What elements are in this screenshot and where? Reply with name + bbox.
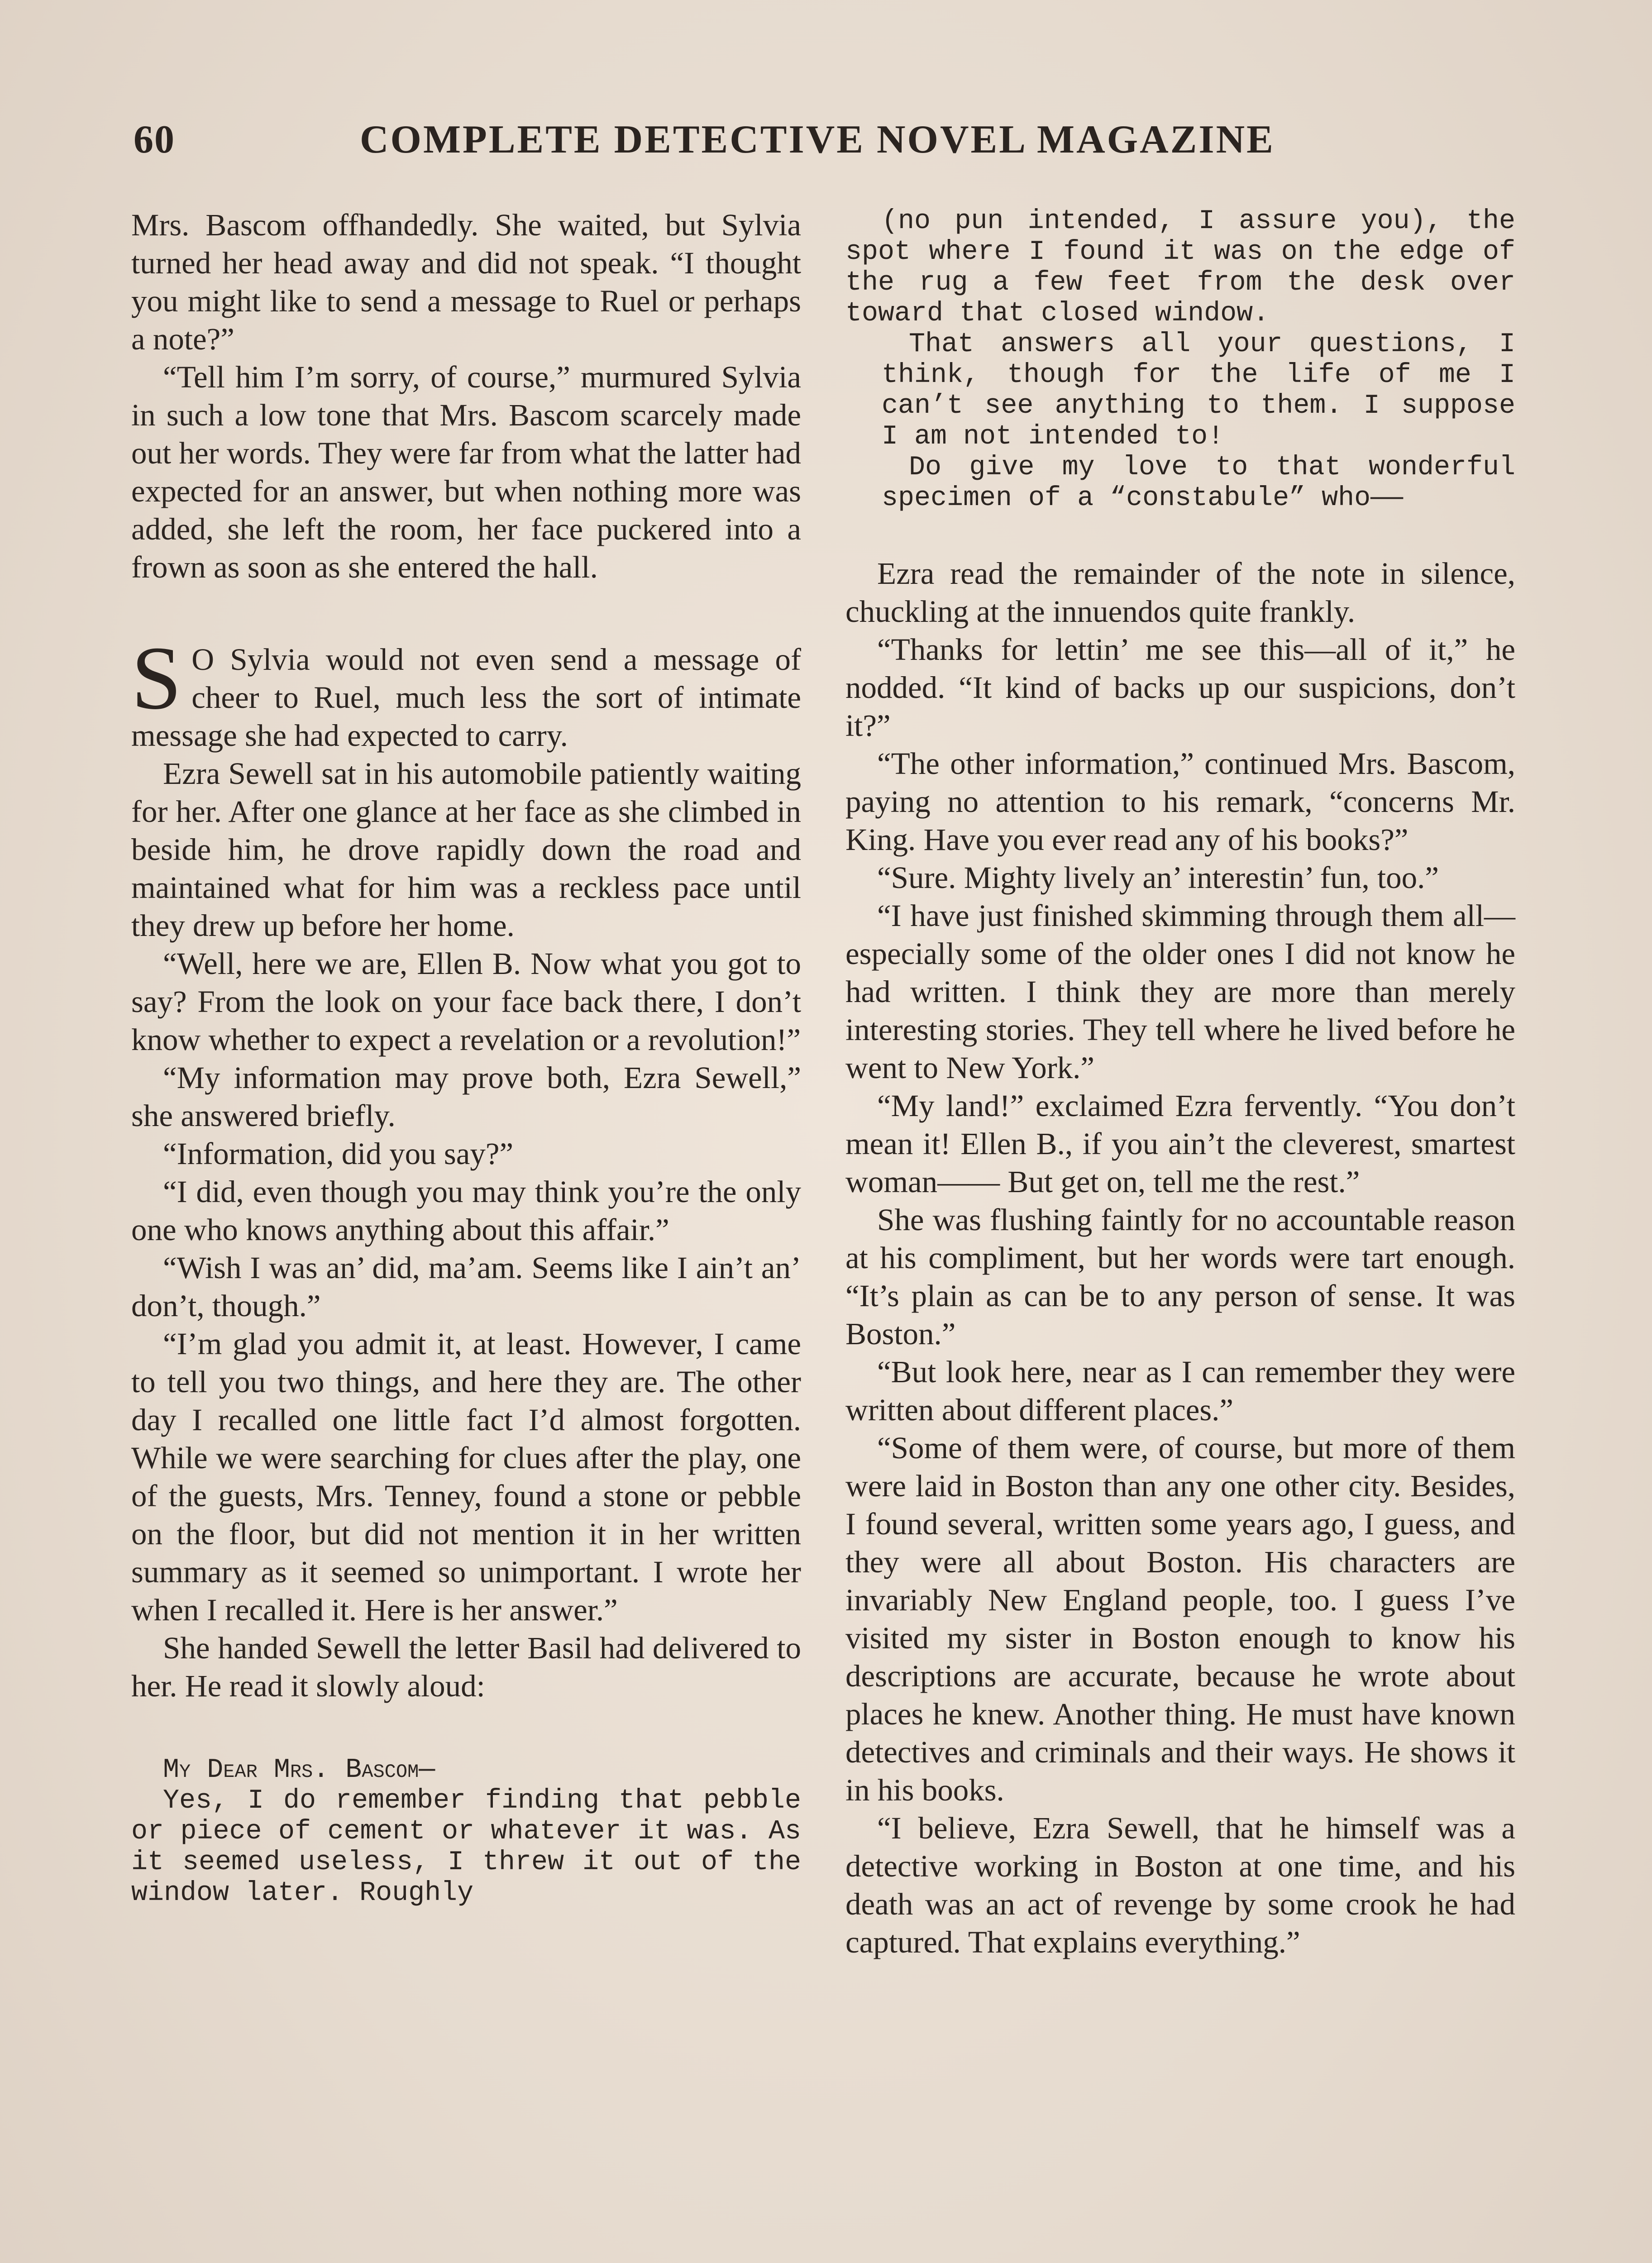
paragraph: She was flushing faintly for no accountable reason at his compliment, but her words were tart enough. “It’s plain as can be to any person of sense. It was Boston.” (845, 1203, 1515, 1351)
paragraph: Ezra Sewell sat in his automobile patiently waiting for her. After one glance at her face as she climbed in beside him, he drove rapidly down the road and maintained what for him was a reckless pace until they drew up before her home. (131, 756, 801, 943)
paragraph: “I have just finished skimming through them all—especially some of the older ones I did not know he had written. I think they are more than merely interesting stories. They tell where he lived before he went to New York.” (845, 898, 1515, 1085)
quoted-letter-continued (845, 206, 1515, 514)
left-column (131, 206, 801, 1909)
paragraph: “The other information,” continued Mrs. Bascom, paying no attention to his remark, “concerns Mr. King. Have you ever read any of his books?” (845, 746, 1515, 857)
paragraph: “Well, here we are, Ellen B. Now what you got to say? From the look on your face back there, I don’t know whether to expect a revelation or a revolution!” (131, 946, 801, 1057)
paragraph-text: O Sylvia would not even send a message of cheer to Ruel, much less the sort of intimate message she had expected to carry. (131, 642, 801, 753)
letter-paragraph: Yes, I do remember finding that pebble or piece of cement or whatever it was. As it seemed useless, I threw it out of the window later. Roughly (131, 1786, 801, 1909)
paragraph: “But look here, near as I can remember they were written about different places.” (845, 1355, 1515, 1427)
paragraph: “I’m glad you admit it, at least. However, I came to tell you two things, and here they are. The other day I recalled one little fact I’d almost forgotten. While we were searching for clues after the play, one of the guests, Mrs. Tenney, found a stone or pebble on the floor, but did not mention it in her written summary as it seemed so unimportant. I wrote her when I recalled it. Here is her answer.” (131, 1327, 801, 1627)
running-title: COMPLETE DETECTIVE NOVEL MAGAZINE (360, 118, 1275, 162)
page-header (134, 117, 1523, 180)
paragraph: “Tell him I’m sorry, of course,” murmured Sylvia in such a low tone that Mrs. Bascom scarcely made out her words. They were far from what the latter had expected for an answer, but when nothing more was added, she left the room, her face puckered into a frown as soon as she entered the hall. (131, 360, 801, 584)
paragraph: “Thanks for lettin’ me see this—all of it,” he nodded. “It kind of backs up our suspicions, don’t it?” (845, 632, 1515, 743)
letter-paragraph: Do give my love to that wonderful specimen of a “constabule” who—— (882, 452, 1515, 514)
paragraph: “Sure. Mighty lively an’ interestin’ fun, too.” (877, 860, 1439, 895)
page-number: 60 (134, 118, 175, 162)
right-column (845, 206, 1515, 1961)
paragraph: Ezra read the remainder of the note in silence, chuckling at the innuendos quite frankly. (845, 556, 1515, 629)
paragraph: “Some of them were, of course, but more of them were laid in Boston than any one other city. Besides, I found several, written some years ago, I guess, and they were all about Boston. His characters are invariably New England people, too. I guess I’ve visited my sister in Boston enough to know his descriptions are accurate, because he wrote about places he knew. Another thing. He must have known detectives and criminals and their ways. He shows it in his books. (845, 1431, 1515, 1807)
section-opening-paragraph (131, 628, 801, 754)
paragraph: “I did, even though you may think you’re the only one who knows anything about this affair.” (131, 1174, 801, 1247)
letter-greeting: My Dear Mrs. Bascom— (163, 1755, 435, 1786)
drop-cap: S (131, 628, 182, 728)
paragraph: “Information, did you say?” (163, 1136, 514, 1171)
paragraph: Mrs. Bascom offhandedly. She waited, but Sylvia turned her head away and did not speak. “I thought you might like to send a message to Ruel or perhaps a note?” (131, 208, 801, 356)
paragraph: “Wish I was an’ did, ma’am. Seems like I ain’t an’ don’t, though.” (131, 1251, 801, 1323)
quoted-letter (131, 1755, 801, 1909)
paragraph: “My land!” exclaimed Ezra fervently. “You don’t mean it! Ellen B., if you ain’t the cleverest, smartest woman—— But get on, tell me the rest.” (845, 1089, 1515, 1199)
paragraph: “My information may prove both, Ezra Sewell,” she answered briefly. (131, 1060, 801, 1133)
paragraph: “I believe, Ezra Sewell, that he himself was a detective working in Boston at one time, and his death was an act of revenge by some crook he had captured. That explains everything.” (845, 1811, 1515, 1959)
paragraph: She handed Sewell the letter Basil had delivered to her. He read it slowly aloud: (131, 1631, 801, 1703)
letter-paragraph: That answers all your questions, I think, though for the life of me I can’t see anything to them. I suppose I am not intended to! (882, 329, 1515, 452)
letter-paragraph: (no pun intended, I assure you), the spot where I found it was on the edge of the rug a few feet from the desk over toward that closed window. (845, 206, 1515, 329)
